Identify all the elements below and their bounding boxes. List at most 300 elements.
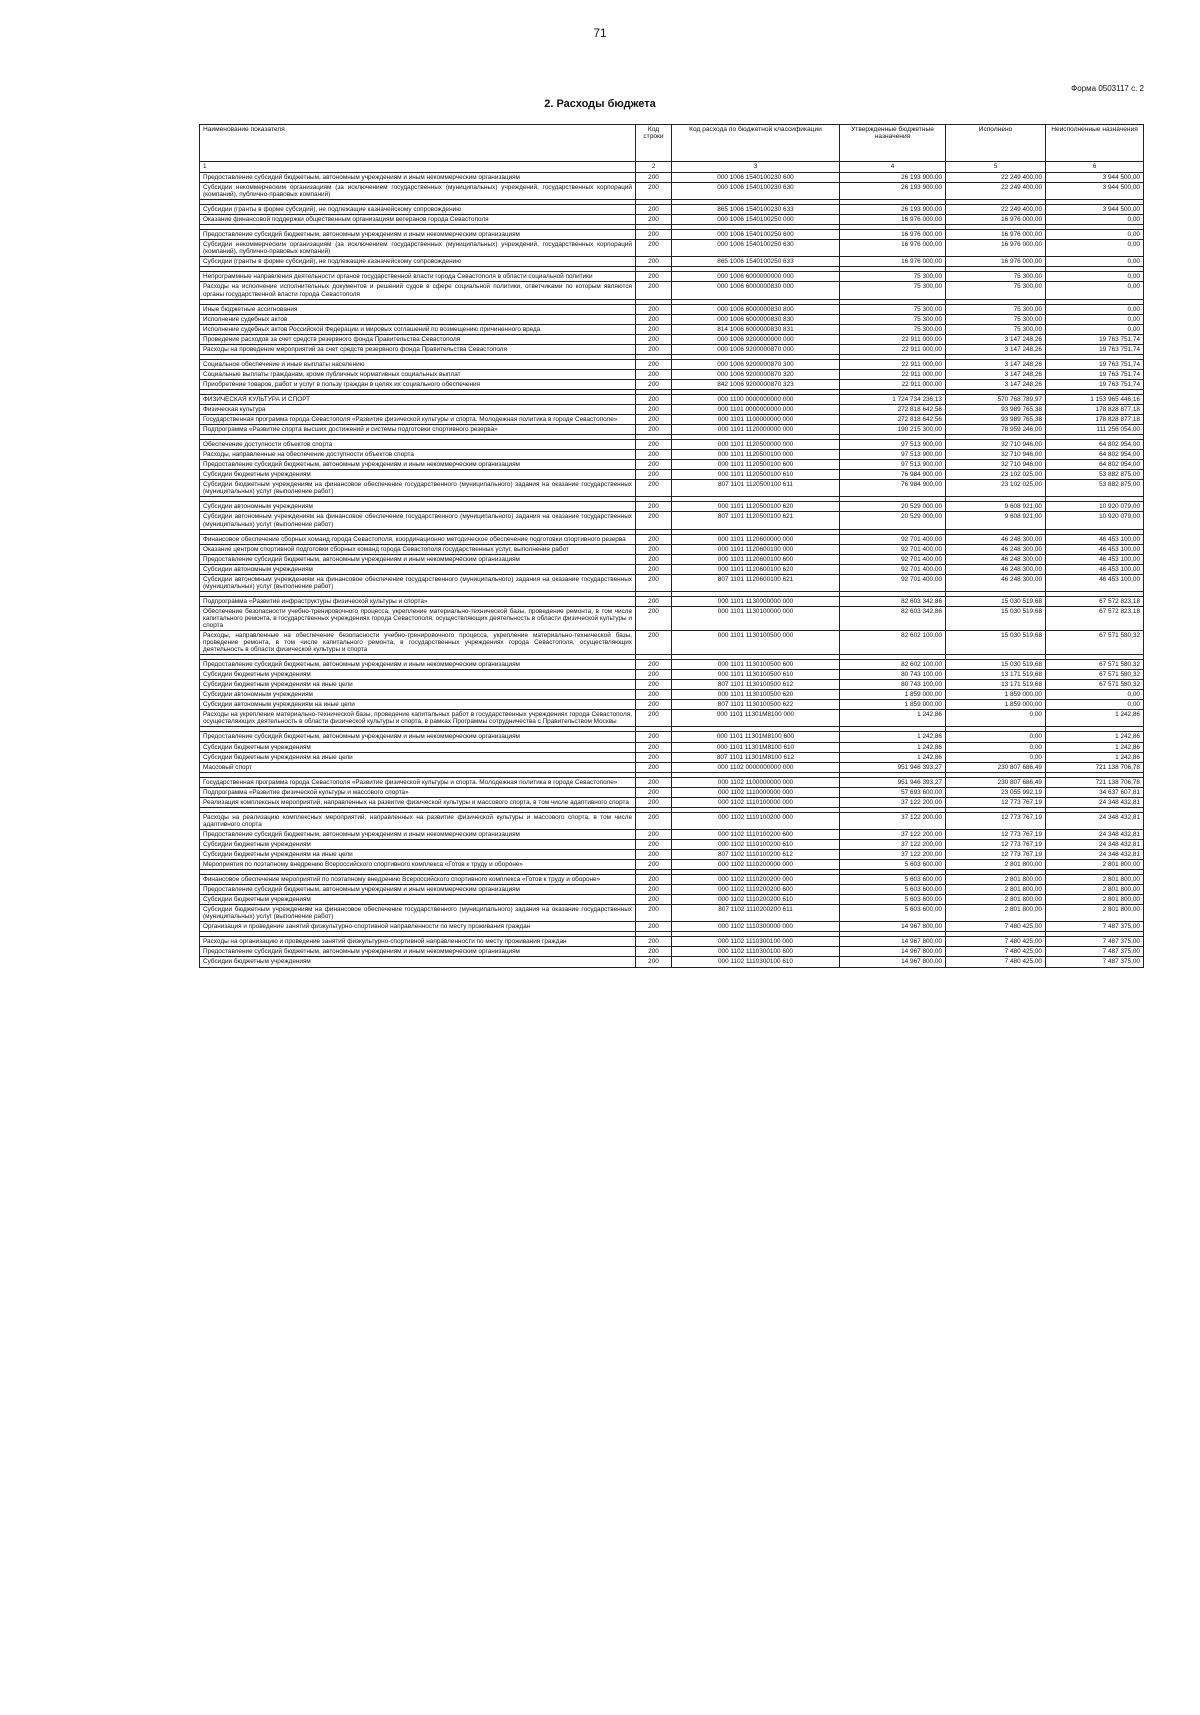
row-classification-code: 000 1101 1130100000 000: [672, 606, 840, 630]
row-approved: 951 946 393,27: [840, 762, 946, 772]
row-approved: 76 984 900,00: [840, 470, 946, 480]
row-classification-code: 000 1101 1120600100 600: [672, 554, 840, 564]
form-label: Форма 0503117 с. 2: [1071, 84, 1144, 93]
row-approved: 1 724 734 236,13: [840, 394, 946, 404]
row-approved: 20 529 000,00: [840, 502, 946, 512]
row-classification-code: 807 1101 1130100500 612: [672, 680, 840, 690]
row-classification-code: 000 1101 1120500100 610: [672, 470, 840, 480]
row-unexecuted: 10 920 079,00: [1046, 512, 1144, 529]
row-classification-code: 000 1100 0000000000 000: [672, 394, 840, 404]
table-row: [200, 787, 1144, 797]
col-header-name: Наименование показателя: [200, 125, 636, 162]
row-name: Субсидии бюджетным учреждениям на финансовое обеспечение государственного (муниципального) задания на оказание государственных (муниципальных) услуг (выполнение работ): [200, 905, 636, 922]
row-classification-code: 000 1101 1120000000 000: [672, 425, 840, 435]
row-line-code: 200: [636, 875, 672, 885]
row-name: Организация и проведение занятий физкультурно-спортивной направленности по месту проживания граждан: [200, 922, 636, 932]
row-classification-code: 000 1006 1540100230 600: [672, 173, 840, 183]
row-unexecuted: 34 637 607,81: [1046, 787, 1144, 797]
row-approved: 92 701 400,00: [840, 574, 946, 591]
row-name: Предоставление субсидий бюджетным, автономным учреждениям и иным некоммерческим организациям: [200, 660, 636, 670]
row-name: Субсидии автономным учреждениям на финансовое обеспечение государственного (муниципального) задания на оказание государственных (муниципальных) услуг (выполнение работ): [200, 512, 636, 529]
col-header-classification-code: Код расхода по бюджетной классификации: [672, 125, 840, 162]
table-row: [200, 534, 1144, 544]
row-name: Субсидии бюджетным учреждениям на финансовое обеспечение государственного (муниципального) задания на оказание государственных (муниципальных) услуг (выполнение работ): [200, 480, 636, 497]
row-unexecuted: 2 801 800,00: [1046, 875, 1144, 885]
row-executed: 75 300,00: [946, 282, 1046, 299]
table-row: [200, 690, 1144, 700]
row-unexecuted: 46 453 100,00: [1046, 534, 1144, 544]
row-executed: 9 608 921,00: [946, 502, 1046, 512]
row-approved: 75 300,00: [840, 304, 946, 314]
row-unexecuted: 1 242,86: [1046, 742, 1144, 752]
table-row: [200, 660, 1144, 670]
row-unexecuted: 19 763 751,74: [1046, 334, 1144, 344]
row-approved: 97 513 900,00: [840, 460, 946, 470]
row-executed: 13 171 519,68: [946, 680, 1046, 690]
table-row: [200, 394, 1144, 404]
row-line-code: 200: [636, 369, 672, 379]
row-unexecuted: 67 571 580,32: [1046, 680, 1144, 690]
row-name: Финансовое обеспечение сборных команд города Севастополя, координационно методическое обеспечение подготовки спортивного резерва: [200, 534, 636, 544]
row-line-code: 200: [636, 860, 672, 870]
row-line-code: 200: [636, 470, 672, 480]
row-name: Предоставление субсидий бюджетным, автономным учреждениям и иным некоммерческим организациям: [200, 829, 636, 839]
table-row: [200, 752, 1144, 762]
row-executed: 3 147 248,26: [946, 359, 1046, 369]
table-row: [200, 812, 1144, 829]
row-executed: 3 147 248,26: [946, 369, 1046, 379]
table-row: [200, 314, 1144, 324]
row-name: Субсидии бюджетным учреждениям: [200, 742, 636, 752]
row-classification-code: 000 1102 1110000000 000: [672, 787, 840, 797]
row-executed: 3 147 248,26: [946, 379, 1046, 389]
row-name: Массовый спорт: [200, 762, 636, 772]
row-name: Расходы на организацию и проведение занятий физкультурно-спортивной направленности по месту проживания граждан: [200, 937, 636, 947]
row-executed: 75 300,00: [946, 272, 1046, 282]
row-classification-code: 000 1101 11301М8100 610: [672, 742, 840, 752]
row-line-code: 200: [636, 173, 672, 183]
section-title: 2. Расходы бюджета: [544, 98, 656, 110]
row-approved: 76 984 900,00: [840, 480, 946, 497]
row-line-code: 200: [636, 440, 672, 450]
table-row: [200, 460, 1144, 470]
row-executed: 32 710 946,00: [946, 450, 1046, 460]
table-row: [200, 272, 1144, 282]
row-classification-code: 000 1101 1130100500 600: [672, 660, 840, 670]
row-line-code: 200: [636, 359, 672, 369]
col-header-unexecuted: Неисполненные назначения: [1046, 125, 1144, 162]
row-line-code: 200: [636, 240, 672, 257]
table-row: [200, 240, 1144, 257]
row-classification-code: 000 1101 1120600100 000: [672, 544, 840, 554]
row-name: Предоставление субсидий бюджетным, автономным учреждениям и иным некоммерческим организациям: [200, 732, 636, 742]
row-approved: 37 122 200,00: [840, 829, 946, 839]
row-unexecuted: 178 828 877,18: [1046, 404, 1144, 414]
row-executed: 2 801 800,00: [946, 895, 1046, 905]
row-line-code: 200: [636, 690, 672, 700]
row-name: Субсидии (гранты в форме субсидий), не подлежащие казначейскому сопровождению: [200, 257, 636, 267]
row-line-code: 200: [636, 895, 672, 905]
row-classification-code: 807 1101 1130100500 622: [672, 700, 840, 710]
row-name: Исполнение судебных актов Российской Федерации и мировых соглашений по возмещению причиненного вреда: [200, 324, 636, 334]
row-name: Социальное обеспечение и иные выплаты населению: [200, 359, 636, 369]
row-approved: 5 603 600,00: [840, 885, 946, 895]
row-line-code: 200: [636, 344, 672, 354]
row-classification-code: 865 1006 1540100250 633: [672, 257, 840, 267]
row-executed: 2 801 800,00: [946, 905, 1046, 922]
row-unexecuted: 0,00: [1046, 690, 1144, 700]
row-classification-code: 000 1102 1110300100 610: [672, 957, 840, 967]
row-unexecuted: 19 763 751,74: [1046, 369, 1144, 379]
row-name: Реализация комплексных мероприятий, направленных на развитие физической культуры и массового спорта, в том числе адаптивного спорта: [200, 797, 636, 807]
row-classification-code: 000 1101 1120600100 620: [672, 564, 840, 574]
row-name: Проведение расходов за счет средств резервного фонда Правительства Севастополя: [200, 334, 636, 344]
table-row: [200, 379, 1144, 389]
row-unexecuted: 0,00: [1046, 272, 1144, 282]
row-executed: 15 030 519,68: [946, 631, 1046, 655]
row-approved: 37 122 200,00: [840, 850, 946, 860]
row-name: Подпрограмма «Развитие физической культуры и массового спорта»: [200, 787, 636, 797]
row-name: Субсидии автономным учреждениям на финансовое обеспечение государственного (муниципального) задания на оказание государственных (муниципальных) услуг (выполнение работ): [200, 574, 636, 591]
row-unexecuted: 7 487 375,00: [1046, 947, 1144, 957]
row-approved: 190 215 300,00: [840, 425, 946, 435]
row-name: Оказание центром спортивной подготовки сборных команд города Севастополя государственных услуг, выполнение работ: [200, 544, 636, 554]
row-name: Предоставление субсидий бюджетным, автономным учреждениям и иным некоммерческим организациям: [200, 947, 636, 957]
table-row: [200, 359, 1144, 369]
row-approved: 22 911 000,00: [840, 379, 946, 389]
row-classification-code: 000 1102 1110200200 600: [672, 885, 840, 895]
row-executed: 7 480 425,00: [946, 957, 1046, 967]
row-executed: 75 300,00: [946, 314, 1046, 324]
row-line-code: 200: [636, 957, 672, 967]
row-line-code: 200: [636, 205, 672, 215]
row-approved: 5 603 600,00: [840, 860, 946, 870]
row-classification-code: 000 1102 1110300000 000: [672, 922, 840, 932]
row-classification-code: 000 1101 1120500000 000: [672, 440, 840, 450]
row-name: Подпрограмма «Развитие спорта высших достижений и системы подготовки спортивного резерва»: [200, 425, 636, 435]
row-line-code: 200: [636, 839, 672, 849]
row-name: Предоставление субсидий бюджетным, автономным учреждениям и иным некоммерческим организациям: [200, 460, 636, 470]
row-unexecuted: 3 944 500,00: [1046, 183, 1144, 200]
col-number: 2: [636, 162, 672, 173]
table-row: [200, 797, 1144, 807]
row-executed: 75 300,00: [946, 304, 1046, 314]
row-unexecuted: 111 256 054,00: [1046, 425, 1144, 435]
row-unexecuted: 64 802 954,00: [1046, 440, 1144, 450]
row-line-code: 200: [636, 334, 672, 344]
row-approved: 5 603 600,00: [840, 875, 946, 885]
table-row: [200, 732, 1144, 742]
row-executed: 23 102 025,00: [946, 470, 1046, 480]
row-line-code: 200: [636, 710, 672, 727]
row-executed: 3 147 248,26: [946, 334, 1046, 344]
row-line-code: 200: [636, 460, 672, 470]
row-executed: 16 976 000,00: [946, 257, 1046, 267]
table-row: [200, 502, 1144, 512]
row-executed: 3 147 248,26: [946, 344, 1046, 354]
table-body: [200, 173, 1144, 968]
row-name: Субсидии бюджетным учреждениям на иные цели: [200, 850, 636, 860]
row-name: Субсидии бюджетным учреждениям: [200, 895, 636, 905]
row-name: Предоставление субсидий бюджетным, автономным учреждениям и иным некоммерческим организациям: [200, 885, 636, 895]
row-classification-code: 000 1101 0000000000 000: [672, 404, 840, 414]
row-approved: 14 967 800,00: [840, 957, 946, 967]
row-unexecuted: 2 801 800,00: [1046, 905, 1144, 922]
table-row: [200, 183, 1144, 200]
row-approved: 14 967 800,00: [840, 922, 946, 932]
row-executed: 15 030 519,68: [946, 660, 1046, 670]
row-approved: 14 967 800,00: [840, 947, 946, 957]
row-name: Физическая культура: [200, 404, 636, 414]
row-unexecuted: 67 572 823,18: [1046, 596, 1144, 606]
row-name: Приобретение товаров, работ и услуг в пользу граждан в целях их социального обеспечения: [200, 379, 636, 389]
row-unexecuted: 67 571 580,32: [1046, 631, 1144, 655]
row-unexecuted: 2 801 800,00: [1046, 885, 1144, 895]
row-approved: 16 976 000,00: [840, 257, 946, 267]
row-line-code: 200: [636, 700, 672, 710]
row-executed: 93 989 765,38: [946, 404, 1046, 414]
row-approved: 22 911 000,00: [840, 369, 946, 379]
row-classification-code: 000 1101 11301М8100 000: [672, 710, 840, 727]
row-classification-code: 000 1101 1120600000 000: [672, 534, 840, 544]
row-approved: 5 603 600,00: [840, 895, 946, 905]
row-line-code: 200: [636, 415, 672, 425]
row-approved: 92 701 400,00: [840, 554, 946, 564]
row-unexecuted: 24 348 432,81: [1046, 812, 1144, 829]
row-line-code: 200: [636, 762, 672, 772]
row-classification-code: 865 1006 1540100230 633: [672, 205, 840, 215]
row-unexecuted: 67 571 580,32: [1046, 670, 1144, 680]
table-row: [200, 839, 1144, 849]
table-row: [200, 334, 1144, 344]
table-row: [200, 257, 1144, 267]
row-name: Субсидии некоммерческим организациям (за исключением государственных (муниципальных) учреждений, государственных корпораций (компаний), публично-правовых компаний): [200, 183, 636, 200]
row-line-code: 200: [636, 850, 672, 860]
row-line-code: 200: [636, 544, 672, 554]
row-line-code: 200: [636, 812, 672, 829]
row-line-code: 200: [636, 752, 672, 762]
row-classification-code: 000 1006 6000000830 000: [672, 282, 840, 299]
row-executed: 0,00: [946, 742, 1046, 752]
row-line-code: 200: [636, 574, 672, 591]
table-row: [200, 470, 1144, 480]
row-unexecuted: 46 453 100,00: [1046, 564, 1144, 574]
row-executed: 1 859 000,00: [946, 700, 1046, 710]
table-row: [200, 631, 1144, 655]
row-executed: 9 608 921,00: [946, 512, 1046, 529]
row-classification-code: 000 1006 6000000000 000: [672, 272, 840, 282]
row-unexecuted: 0,00: [1046, 314, 1144, 324]
row-classification-code: 000 1102 1110200000 000: [672, 860, 840, 870]
row-line-code: 200: [636, 282, 672, 299]
row-executed: 12 773 767,19: [946, 797, 1046, 807]
row-executed: 22 249 400,00: [946, 173, 1046, 183]
row-executed: 7 480 425,00: [946, 922, 1046, 932]
row-approved: 92 701 400,00: [840, 544, 946, 554]
row-unexecuted: 0,00: [1046, 282, 1144, 299]
row-executed: 23 102 025,00: [946, 480, 1046, 497]
row-classification-code: 000 1101 1130100500 610: [672, 670, 840, 680]
row-executed: 570 768 789,97: [946, 394, 1046, 404]
row-line-code: 200: [636, 660, 672, 670]
row-classification-code: 000 1102 0000000000 000: [672, 762, 840, 772]
row-approved: 272 818 642,56: [840, 404, 946, 414]
row-unexecuted: 24 348 432,81: [1046, 850, 1144, 860]
row-classification-code: 000 1006 6000000830 830: [672, 314, 840, 324]
row-approved: 75 300,00: [840, 324, 946, 334]
row-line-code: 200: [636, 742, 672, 752]
row-approved: 37 122 200,00: [840, 812, 946, 829]
row-line-code: 200: [636, 404, 672, 414]
row-unexecuted: 7 487 375,00: [1046, 937, 1144, 947]
row-classification-code: 000 1101 11301М8100 600: [672, 732, 840, 742]
col-number: 3: [672, 162, 840, 173]
row-name: Предоставление субсидий бюджетным, автономным учреждениям и иным некоммерческим организациям: [200, 230, 636, 240]
row-approved: 1 859 000,00: [840, 690, 946, 700]
row-unexecuted: 67 571 580,32: [1046, 660, 1144, 670]
row-executed: 16 976 000,00: [946, 240, 1046, 257]
table-row: [200, 404, 1144, 414]
row-name: Предоставление субсидий бюджетным, автономным учреждениям и иным некоммерческим организациям: [200, 173, 636, 183]
row-name: Субсидии (гранты в форме субсидий), не подлежащие казначейскому сопровождению: [200, 205, 636, 215]
row-line-code: 200: [636, 680, 672, 690]
row-unexecuted: 10 920 079,00: [1046, 502, 1144, 512]
col-number: 1: [200, 162, 636, 173]
row-unexecuted: 19 763 751,74: [1046, 359, 1144, 369]
row-name: Субсидии автономным учреждениям: [200, 690, 636, 700]
table-row: [200, 850, 1144, 860]
row-name: Субсидии бюджетным учреждениям на иные цели: [200, 680, 636, 690]
row-classification-code: 000 1006 1540100250 630: [672, 240, 840, 257]
row-classification-code: 814 1006 6000000830 831: [672, 324, 840, 334]
table-row: [200, 205, 1144, 215]
row-unexecuted: 7 487 375,00: [1046, 957, 1144, 967]
row-unexecuted: 1 242,86: [1046, 752, 1144, 762]
row-unexecuted: 721 138 706,78: [1046, 777, 1144, 787]
row-executed: 230 807 686,49: [946, 762, 1046, 772]
row-classification-code: 000 1101 1120500100 620: [672, 502, 840, 512]
row-line-code: 200: [636, 394, 672, 404]
table-row: [200, 670, 1144, 680]
table-row: [200, 947, 1144, 957]
row-line-code: 200: [636, 631, 672, 655]
table-row: [200, 905, 1144, 922]
row-line-code: 200: [636, 606, 672, 630]
table-row: [200, 875, 1144, 885]
row-executed: 12 773 767,19: [946, 850, 1046, 860]
table-row: [200, 895, 1144, 905]
row-approved: 26 193 900,00: [840, 205, 946, 215]
table-row: [200, 606, 1144, 630]
table-row: [200, 425, 1144, 435]
row-name: Субсидии автономным учреждениям: [200, 564, 636, 574]
row-name: Расходы, направленные на обеспечение безопасности учебно-тренировочного процесса, укрепление материально-технической базы, проведение ремонта, в том числе капитального ремонта, в государственных учреждениях города Севастополя, осуществляющих деятельность в области физической культуры и спорта: [200, 631, 636, 655]
row-approved: 75 300,00: [840, 314, 946, 324]
row-approved: 82 603 342,86: [840, 596, 946, 606]
row-classification-code: 000 1102 1100000000 000: [672, 777, 840, 787]
row-classification-code: 000 1006 1540100250 000: [672, 215, 840, 225]
row-name: Субсидии бюджетным учреждениям на иные цели: [200, 752, 636, 762]
row-approved: 16 976 000,00: [840, 240, 946, 257]
row-name: Обеспечение безопасности учебно-тренировочного процесса, укрепление материально-технической базы, проведение ремонта, в том числе капитального ремонта, в государственных учреждениях города Севастополя, осуществляющих деятельность в области физической культуры и спорта: [200, 606, 636, 630]
row-approved: 92 701 400,00: [840, 564, 946, 574]
row-unexecuted: 3 944 500,00: [1046, 205, 1144, 215]
row-executed: 32 710 946,00: [946, 460, 1046, 470]
row-name: Субсидии бюджетным учреждениям: [200, 957, 636, 967]
row-name: Социальные выплаты гражданам, кроме публичных нормативных социальных выплат: [200, 369, 636, 379]
row-unexecuted: 0,00: [1046, 230, 1144, 240]
row-executed: 12 773 767,19: [946, 812, 1046, 829]
row-executed: 22 249 400,00: [946, 205, 1046, 215]
row-executed: 46 248 300,00: [946, 564, 1046, 574]
row-unexecuted: 19 763 751,74: [1046, 379, 1144, 389]
row-line-code: 200: [636, 732, 672, 742]
row-classification-code: 807 1101 1120600100 621: [672, 574, 840, 591]
row-name: Субсидии автономным учреждениям: [200, 502, 636, 512]
table-row: [200, 480, 1144, 497]
row-classification-code: 000 1006 1540100230 630: [672, 183, 840, 200]
row-executed: 7 480 425,00: [946, 937, 1046, 947]
row-approved: 272 818 642,56: [840, 415, 946, 425]
row-unexecuted: 0,00: [1046, 215, 1144, 225]
row-classification-code: 000 1006 9200000000 000: [672, 334, 840, 344]
row-approved: 75 300,00: [840, 282, 946, 299]
row-line-code: 200: [636, 272, 672, 282]
row-line-code: 200: [636, 512, 672, 529]
row-line-code: 200: [636, 885, 672, 895]
row-name: Предоставление субсидий бюджетным, автономным учреждениям и иным некоммерческим организациям: [200, 554, 636, 564]
row-unexecuted: 19 763 751,74: [1046, 344, 1144, 354]
row-classification-code: 000 1006 9200000870 300: [672, 359, 840, 369]
row-executed: 12 773 767,19: [946, 829, 1046, 839]
row-unexecuted: 53 882 875,00: [1046, 470, 1144, 480]
row-approved: 97 513 900,00: [840, 440, 946, 450]
row-unexecuted: 24 348 432,81: [1046, 829, 1144, 839]
row-approved: 92 701 400,00: [840, 534, 946, 544]
row-classification-code: 807 1102 1110200200 611: [672, 905, 840, 922]
row-name: Государственная программа города Севастополя «Развитие физической культуры и спорта. Молодежная политика в городе Севастополе»: [200, 777, 636, 787]
row-unexecuted: 0,00: [1046, 324, 1144, 334]
row-line-code: 200: [636, 379, 672, 389]
table-row: [200, 215, 1144, 225]
row-executed: 2 801 800,00: [946, 875, 1046, 885]
table-row: [200, 937, 1144, 947]
row-classification-code: 000 1102 1110200200 610: [672, 895, 840, 905]
row-executed: 32 710 946,00: [946, 440, 1046, 450]
row-name: ФИЗИЧЕСКАЯ КУЛЬТУРА И СПОРТ: [200, 394, 636, 404]
row-approved: 16 976 000,00: [840, 215, 946, 225]
row-name: Расходы на укрепление материально-технической базы, проведение капитальных работ в государственных учреждениях города Севастополя, осуществляющих деятельность в области физической культуры и спорта, в рамках Программы сотрудничества с Правительством Москвы: [200, 710, 636, 727]
row-name: Субсидии автономным учреждениям на иные цели: [200, 700, 636, 710]
row-executed: 16 976 000,00: [946, 230, 1046, 240]
row-approved: 57 693 600,00: [840, 787, 946, 797]
row-unexecuted: 1 153 965 446,16: [1046, 394, 1144, 404]
row-approved: 22 911 000,00: [840, 334, 946, 344]
table-row: [200, 700, 1144, 710]
row-unexecuted: 64 802 954,00: [1046, 450, 1144, 460]
table-row: [200, 369, 1144, 379]
row-classification-code: 000 1101 1120500100 600: [672, 460, 840, 470]
table-row: [200, 544, 1144, 554]
table-row: [200, 742, 1144, 752]
row-name: Иные бюджетные ассигнования: [200, 304, 636, 314]
row-line-code: 200: [636, 947, 672, 957]
row-executed: 46 248 300,00: [946, 574, 1046, 591]
row-classification-code: 000 1102 1110100200 000: [672, 812, 840, 829]
row-classification-code: 000 1101 1120500100 000: [672, 450, 840, 460]
row-executed: 78 959 246,00: [946, 425, 1046, 435]
row-approved: 20 529 000,00: [840, 512, 946, 529]
